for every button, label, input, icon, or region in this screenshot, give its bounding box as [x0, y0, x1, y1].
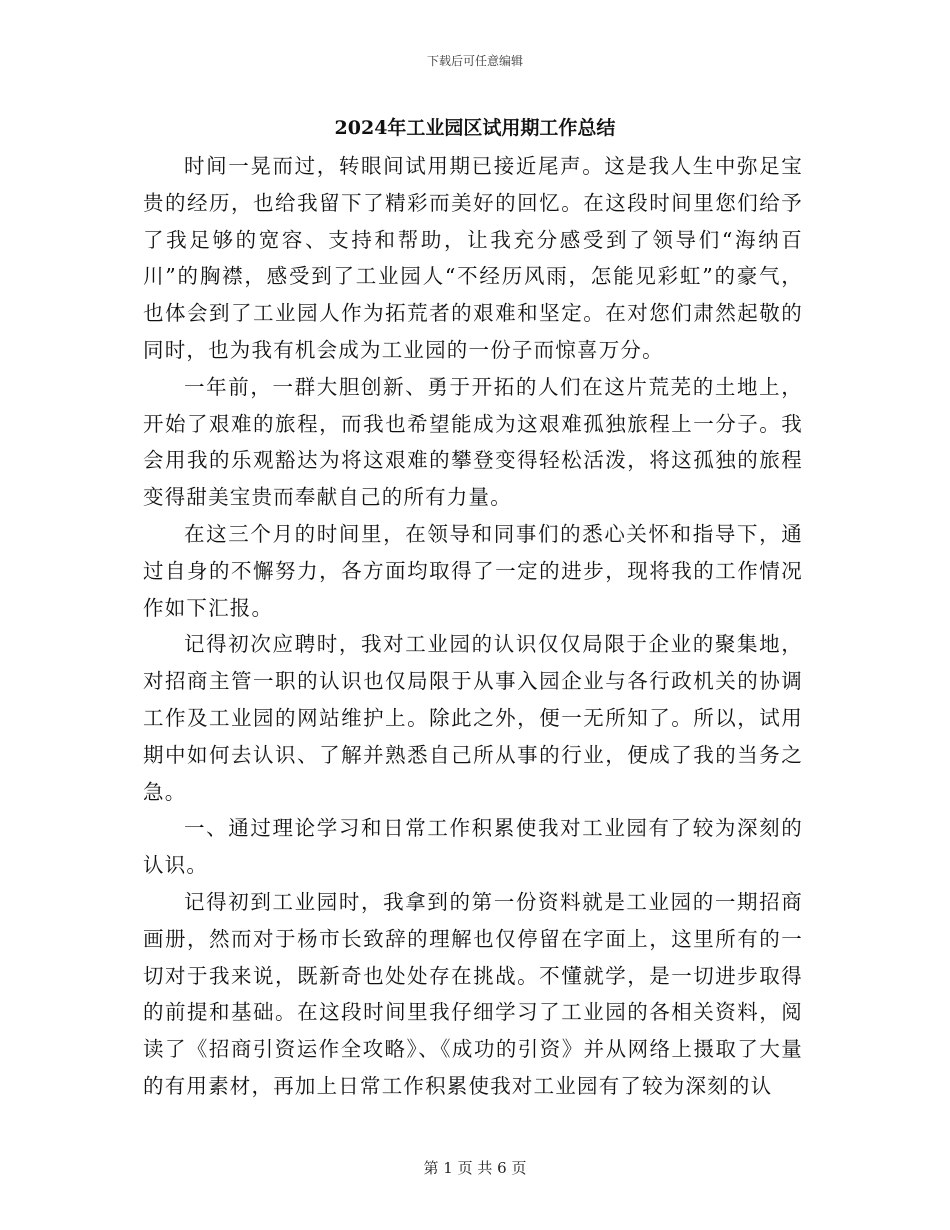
page-header-note: 下载后可任意编辑 [426, 54, 523, 68]
paragraph-3: 在这三个月的时间里，在领导和同事们的悉心关怀和指导下，通过自身的不懈努力，各方面均取得了一定的进步，现将我的工作情况作如下汇报。 [143, 521, 803, 620]
document-body [143, 148, 803, 1105]
paragraph-1: 时间一晃而过，转眼间试用期已接近尾声。这是我人生中弥足宝贵的经历，也给我留下了精彩而美好的回忆。在这段时间里您们给予了我足够的宽容、支持和帮助，让我充分感受到了领导们“海纳百川”的胸襟，感受到了工业园人“不经历风雨，怎能见彩虹”的豪气，也体会到了工业园人作为拓荒者的艰难和坚定。在对您们肃然起敬的同时，也为我有机会成为工业园的一份子而惊喜万分。 [143, 154, 803, 362]
page-number-footer: 第 1 页 共 6 页 [423, 1159, 527, 1177]
document-title: 2024年工业园区试用期工作总结 [334, 117, 616, 139]
paragraph-5: 记得初到工业园时，我拿到的第一份资料就是工业园的一期招商画册，然而对于杨市长致辞的理解也仅停留在字面上，这里所有的一切对于我来说，既新奇也处处存在挑战。不懂就学，是一切进步取得的前提和基础。在这段时间里我仔细学习了工业园的各相关资料，阅读了《招商引资运作全攻略》、《成功的引资》并从网络上摄取了大量的有用素材，再加上日常工作积累使我对工业园有了较为深刻的认 [143, 889, 803, 1098]
paragraph-2: 一年前，一群大胆创新、勇于开拓的人们在这片荒芜的土地上，开始了艰难的旅程，而我也希望能成为这艰难孤独旅程上一分子。我会用我的乐观豁达为将这艰难的攀登变得轻松活泼，将这孤独的旅程变得甜美宝贵而奉献自己的所有力量。 [143, 374, 803, 510]
paragraph-4: 记得初次应聘时，我对工业园的认识仅仅局限于企业的聚集地，对招商主管一职的认识也仅局限于从事入园企业与各行政机关的协调工作及工业园的网站维护上。除此之外，便一无所知了。所以，试用期中如何去认识、了解并熟悉自己所从事的行业，便成了我的当务之急。 [143, 632, 803, 804]
section-heading-1: 一、通过理论学习和日常工作积累使我对工业园有了较为深刻的认识。 [143, 816, 803, 878]
